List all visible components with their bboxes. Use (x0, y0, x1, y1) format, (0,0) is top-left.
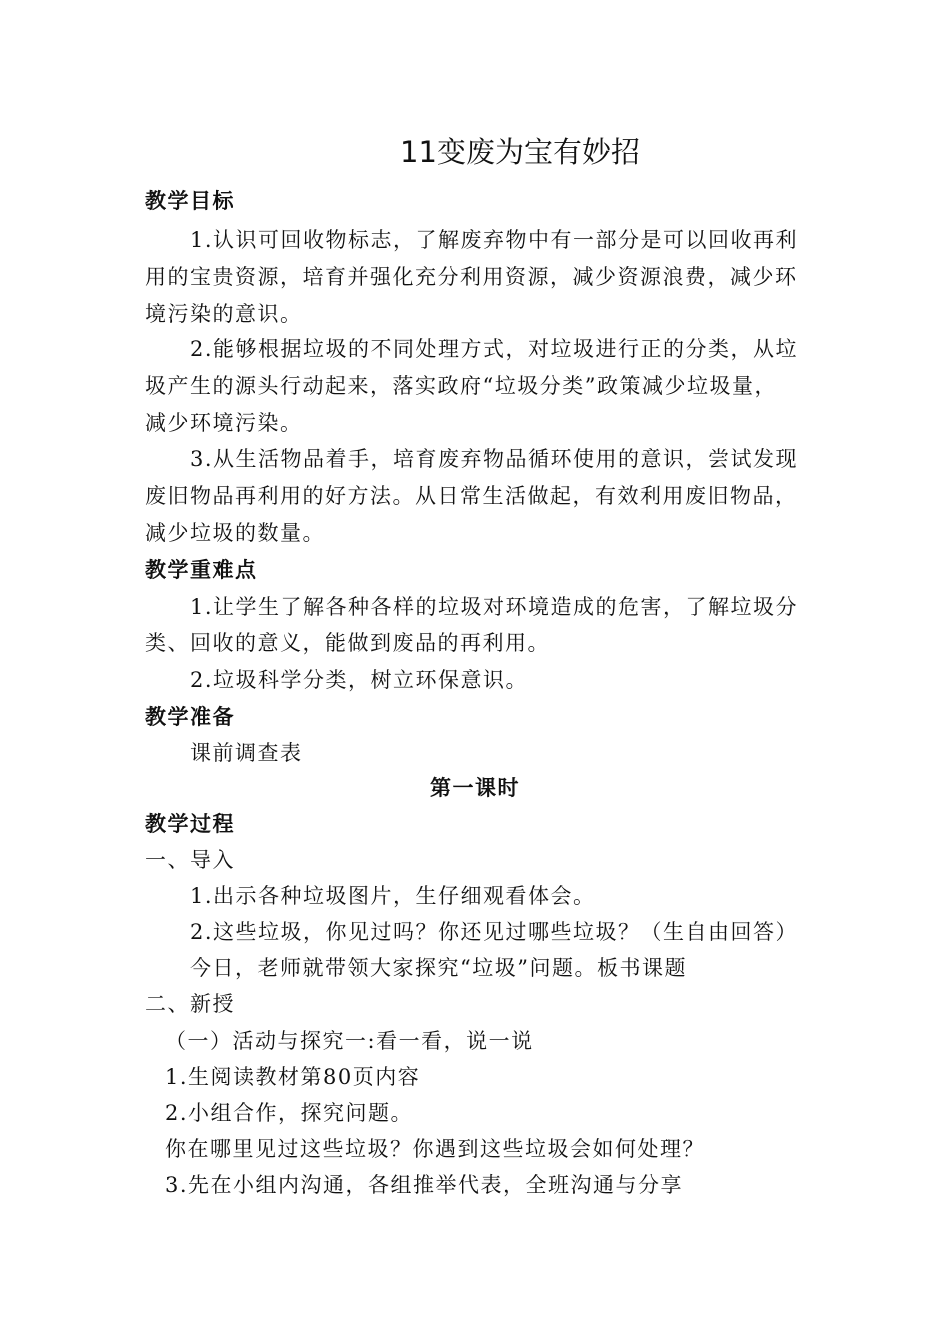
goals-line: 废旧物品再利用的好方法。从日常生活做起，有效利用废旧物品， (145, 484, 798, 508)
goals-line: 1.认识可回收物标志，了解废弃物中有一部分是可以回收再利 (190, 228, 799, 252)
process-line: 1.出示各种垃圾图片，生仔细观看体会。 (190, 884, 596, 908)
goals-line: 用的宝贵资源，培育并强化充分利用资源，减少资源浪费，减少环 (145, 265, 798, 289)
heading-key-points: 教学重难点 (145, 558, 258, 582)
goals-line: 3.从生活物品着手，培育废弃物品循环使用的意识，尝试发现 (190, 447, 799, 471)
process-line: 二、新授 (145, 992, 235, 1016)
goals-line: 境污染的意识。 (145, 302, 303, 326)
process-line: 一、导入 (145, 848, 235, 872)
heading-teaching-goals: 教学目标 (145, 189, 235, 213)
key-line: 2.垃圾科学分类，树立环保意识。 (190, 668, 529, 692)
key-line: 1.让学生了解各种各样的垃圾对环境造成的危害，了解垃圾分 (190, 595, 799, 619)
goals-line: 减少环境污染。 (145, 411, 303, 435)
lesson-label: 第一课时 (430, 776, 520, 800)
goals-line: 圾产生的源头行动起来，落实政府“垃圾分类”政策减少垃圾量， (145, 374, 777, 398)
process-line: 2.这些垃圾，你见过吗？你还见过哪些垃圾？（生自由回答） (190, 920, 799, 944)
document-title: 11变废为宝有妙招 (400, 135, 640, 169)
prep-line: 课前调查表 (190, 741, 303, 765)
process-line: 今日，老师就带领大家探究“垃圾”问题。板书课题 (190, 956, 687, 980)
process-line: 3.先在小组内沟通，各组推举代表，全班沟通与分享 (165, 1173, 684, 1197)
key-line: 类、回收的意义，能做到废品的再利用。 (145, 631, 550, 655)
process-line: （一）活动与探究一:看一看，说一说 (165, 1029, 534, 1053)
goals-line: 2.能够根据垃圾的不同处理方式，对垃圾进行正的分类，从垃 (190, 337, 799, 361)
heading-teaching-process: 教学过程 (145, 812, 235, 836)
heading-preparation: 教学准备 (145, 705, 235, 729)
process-line: 你在哪里见过这些垃圾？你遇到这些垃圾会如何处理？ (165, 1137, 705, 1161)
process-line: 1.生阅读教材第80页内容 (165, 1065, 421, 1089)
process-line: 2.小组合作，探究问题。 (165, 1101, 414, 1125)
goals-line: 减少垃圾的数量。 (145, 521, 325, 545)
